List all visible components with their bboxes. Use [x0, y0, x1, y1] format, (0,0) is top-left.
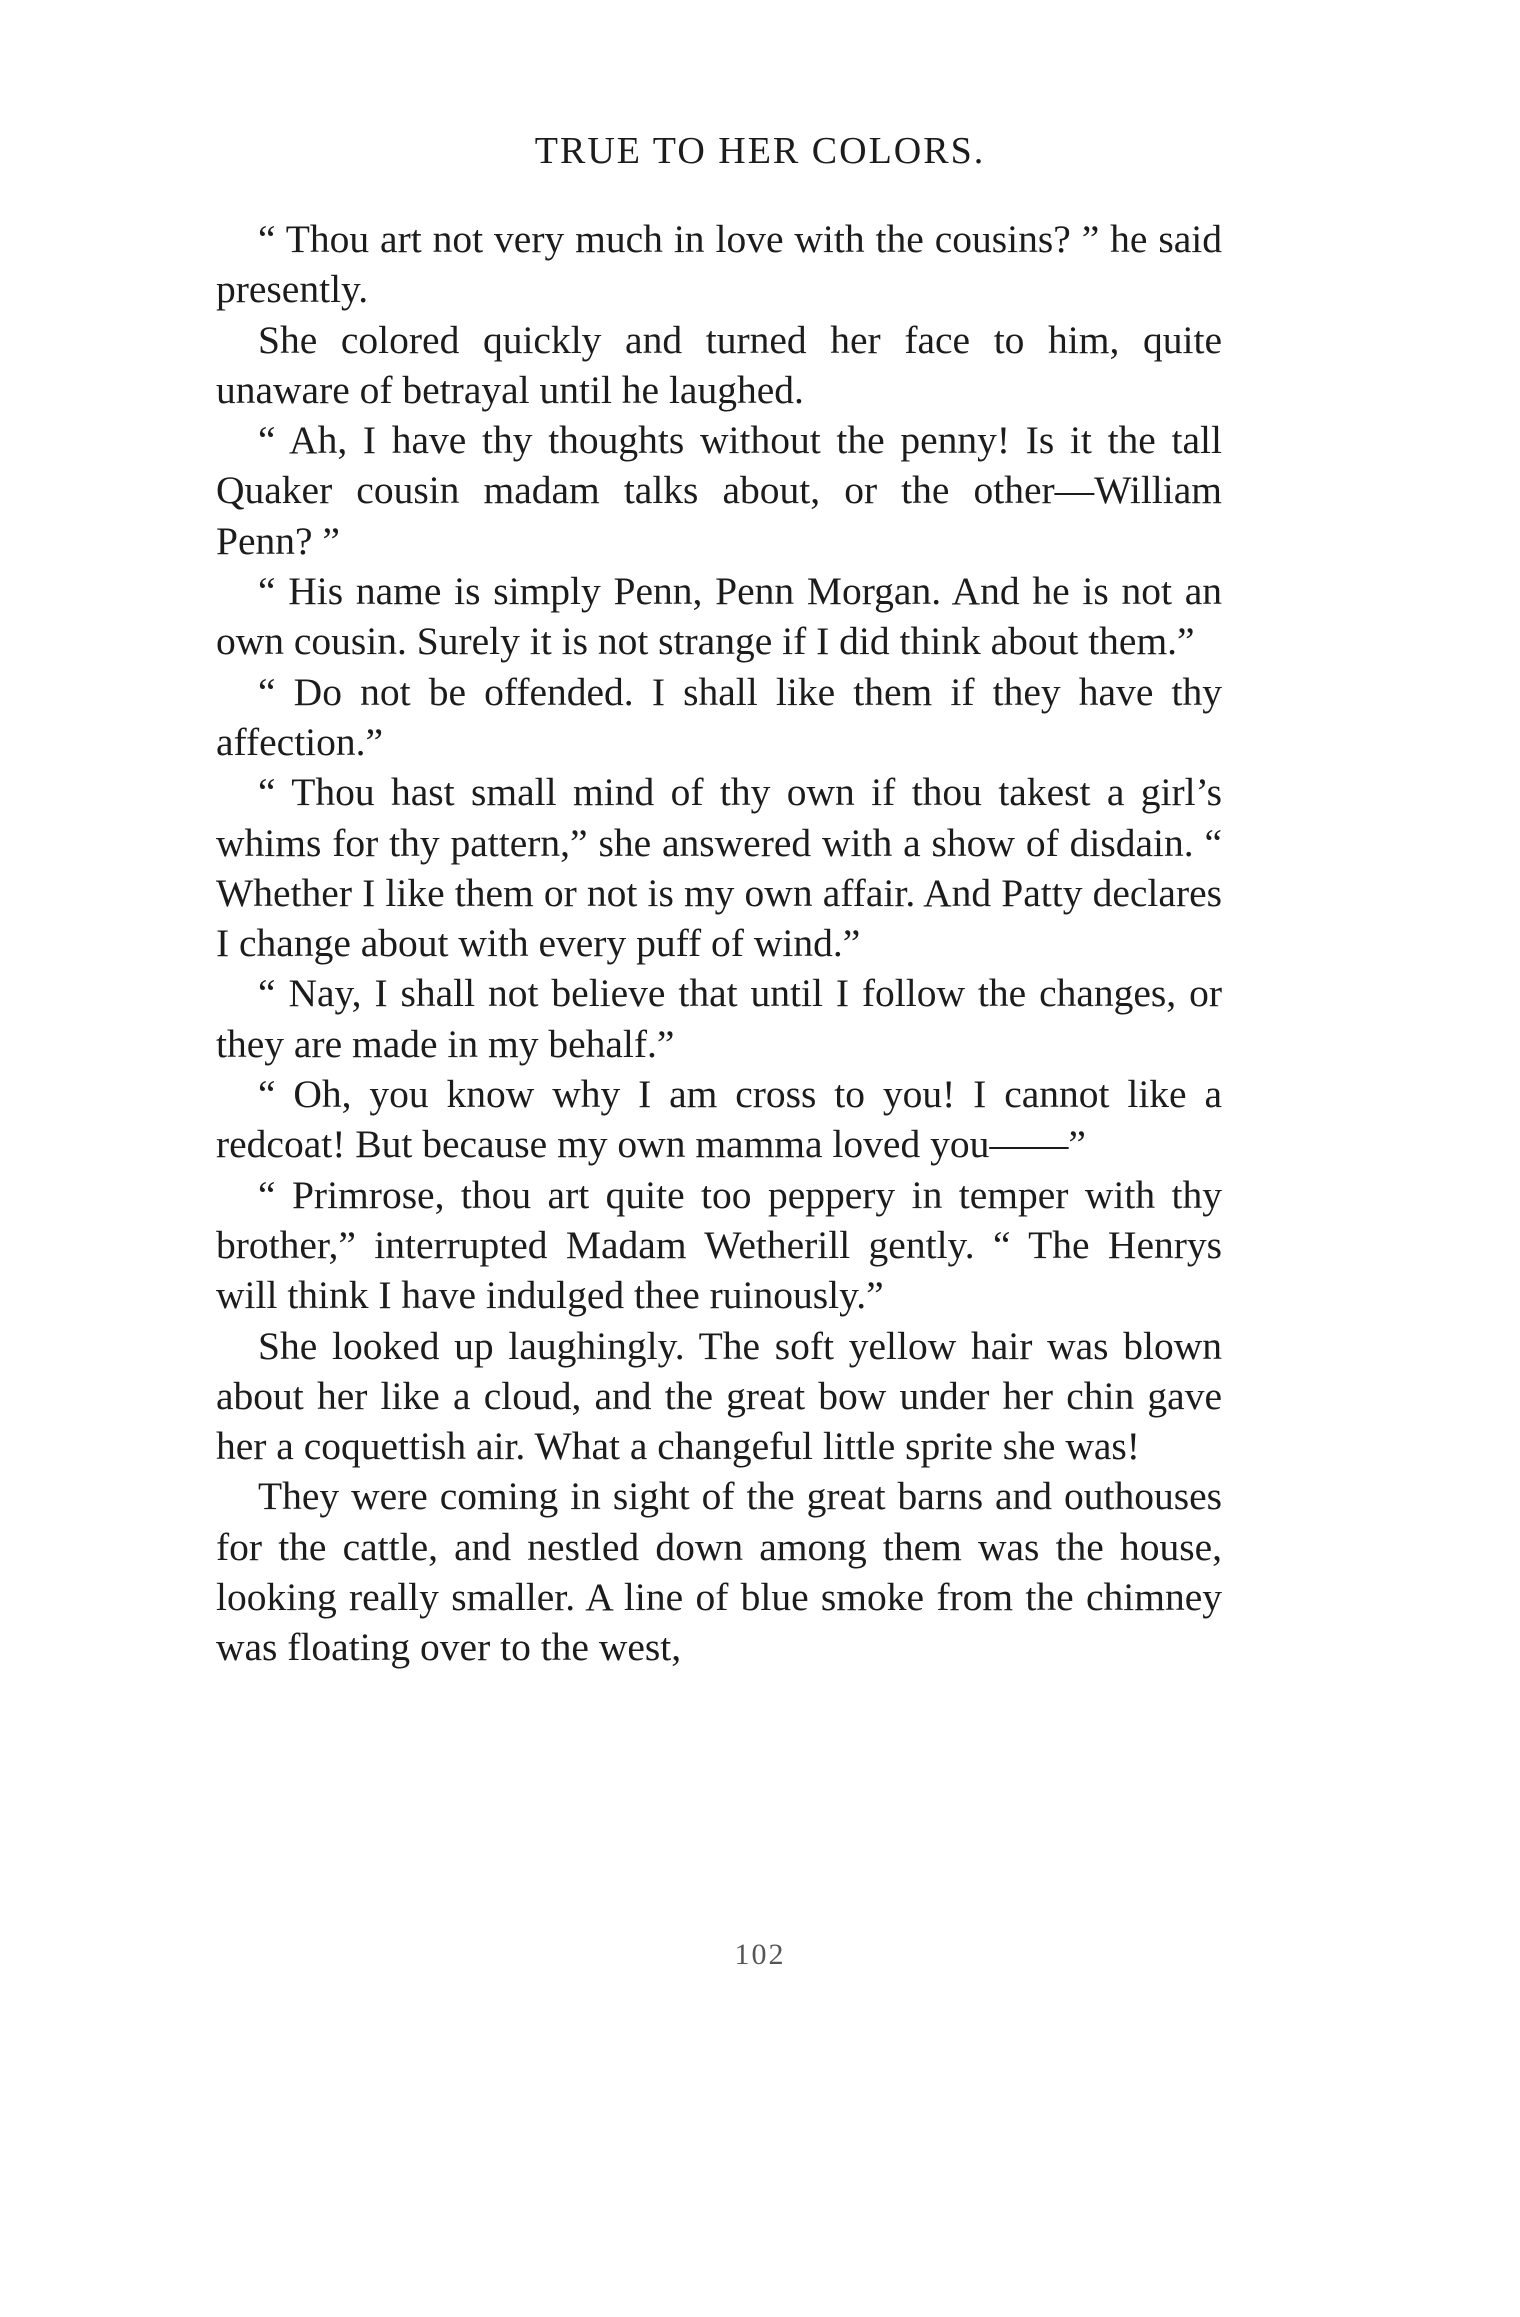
paragraph: “ His name is simply Penn, Penn Morgan. And he is not an own cousin. Surely it is not strange if I did think about them.”	[216, 569, 1222, 664]
paragraph: “ Oh, you know why I am cross to you! I cannot like a redcoat! But because my own mamma loved you——”	[216, 1072, 1222, 1167]
paragraph: She looked up laughingly. The soft yellow hair was blown about her like a cloud, and the great bow under her chin gave her a coquettish air. What a changeful little sprite she was!	[216, 1323, 1222, 1469]
paragraph: They were coming in sight of the great barns and outhouses for the cattle, and nestled down among them was the house, looking really smaller. A line of blue smoke from the chimney was floating over to the west,	[216, 1474, 1222, 1670]
paragraph: “ Thou art not very much in love with the cousins? ” he said presently.	[216, 217, 1222, 312]
page-body	[216, 214, 1222, 1673]
paragraph: “ Primrose, thou art quite too peppery in temper with thy brother,” interrupted Madam Wetherill gently. “ The Henrys will think I have indulged thee ruinously.”	[216, 1172, 1222, 1318]
paragraph: “ Thou hast small mind of thy own if thou takest a girl’s whims for thy pattern,” she answered with a show of disdain. “ Whether I like them or not is my own affair. And Patty declares I change about with every puff of wind.”	[216, 770, 1222, 966]
paragraph: She colored quickly and turned her face to him, quite unaware of betrayal until he laughed.	[216, 317, 1222, 412]
running-title: TRUE TO HER COLORS.	[534, 130, 986, 172]
page-number: 102	[734, 1938, 786, 1971]
paragraph: “ Do not be offended. I shall like them if they have thy affection.”	[216, 669, 1222, 764]
paragraph: “ Ah, I have thy thoughts without the penny! Is it the tall Quaker cousin madam talks about, or the other—William Penn? ”	[216, 418, 1222, 563]
paragraph: “ Nay, I shall not believe that until I follow the changes, or they are made in my behalf.”	[216, 971, 1222, 1066]
